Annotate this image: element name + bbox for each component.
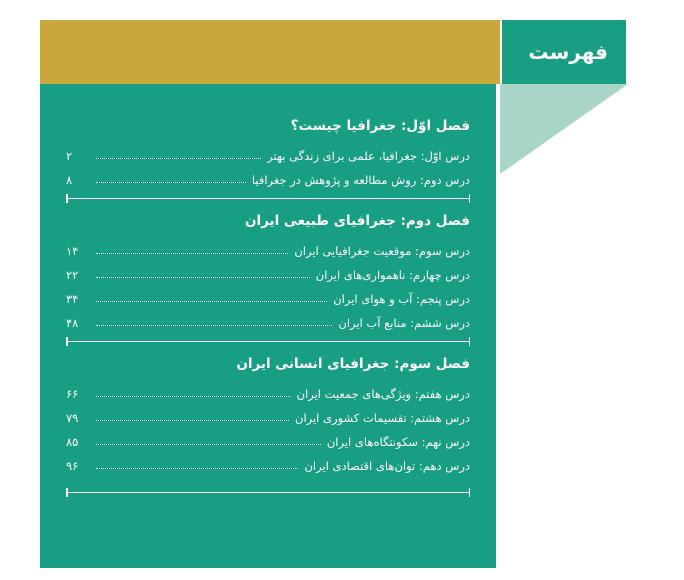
page-number: ۱۴ bbox=[66, 244, 79, 258]
page-number: ۷۹ bbox=[66, 411, 79, 425]
dot-leader bbox=[96, 467, 298, 469]
page-number: ۹۶ bbox=[66, 459, 79, 473]
decorative-triangle bbox=[500, 84, 628, 174]
dot-leader bbox=[96, 324, 332, 326]
chapter-3 bbox=[66, 354, 470, 473]
chapter-2 bbox=[66, 211, 470, 330]
lesson-label: درس دهم: توان‌های اقتصادی ایران bbox=[304, 459, 470, 473]
lesson-label: درس پنجم: آب و هوای ایران bbox=[333, 292, 470, 306]
dot-leader bbox=[96, 157, 261, 159]
lesson-label: درس هشتم: تقسیمات کشوری ایران bbox=[295, 411, 470, 425]
dot-leader bbox=[96, 300, 327, 302]
lesson-entry[interactable] bbox=[66, 425, 470, 449]
dot-leader bbox=[96, 395, 291, 397]
page-number: ۳۴ bbox=[66, 292, 79, 306]
lesson-label: درس ششم: منابع آب ایران bbox=[338, 316, 470, 330]
lesson-entry[interactable] bbox=[66, 377, 470, 401]
title-box bbox=[502, 20, 626, 84]
chapter-title: فصل اوّل: جغرافیا چیست؟ bbox=[290, 118, 470, 134]
lesson-label: درس هفتم: ویژگی‌های جمعیت ایران bbox=[296, 387, 470, 401]
page-number: ۸۵ bbox=[66, 435, 79, 449]
section-divider bbox=[66, 198, 470, 199]
dot-leader bbox=[96, 443, 321, 445]
header-bar bbox=[40, 20, 500, 84]
lesson-label: درس سوم: موقعیت جغرافیایی ایران bbox=[294, 244, 470, 258]
lesson-entry[interactable] bbox=[66, 282, 470, 306]
lesson-entry[interactable] bbox=[66, 306, 470, 330]
page-number: ۶۶ bbox=[66, 387, 79, 401]
chapter-title: فصل سوم: جغرافیای انسانی ایران bbox=[236, 356, 470, 372]
page-title: فهرست bbox=[528, 40, 608, 64]
lesson-entry[interactable] bbox=[66, 258, 470, 282]
page-number: ۲۲ bbox=[66, 268, 79, 282]
page-number: ۲ bbox=[66, 149, 73, 163]
lesson-label: درس چهارم: ناهمواری‌های ایران bbox=[315, 268, 470, 282]
lesson-entry[interactable] bbox=[66, 449, 470, 473]
dot-leader bbox=[96, 276, 310, 278]
dot-leader bbox=[96, 252, 288, 254]
lesson-label: درس اوّل: جغرافیا، علمی برای زندگی بهتر bbox=[267, 149, 470, 163]
dot-leader bbox=[96, 181, 246, 183]
lesson-label: درس دوم: روش مطالعه و پژوهش در جغرافیا bbox=[251, 173, 470, 187]
page-number: ۸ bbox=[66, 173, 73, 187]
lesson-label: درس نهم: سکونتگاه‌های ایران bbox=[326, 435, 470, 449]
page-number: ۴۸ bbox=[66, 316, 79, 330]
lesson-entry[interactable] bbox=[66, 139, 470, 163]
section-divider bbox=[66, 492, 470, 493]
chapter-1 bbox=[66, 116, 470, 187]
chapter-title: فصل دوم: جغرافیای طبیعی ایران bbox=[244, 213, 470, 229]
dot-leader bbox=[96, 419, 289, 421]
lesson-entry[interactable] bbox=[66, 401, 470, 425]
section-divider bbox=[66, 341, 470, 342]
lesson-entry[interactable] bbox=[66, 234, 470, 258]
lesson-entry[interactable] bbox=[66, 163, 470, 187]
